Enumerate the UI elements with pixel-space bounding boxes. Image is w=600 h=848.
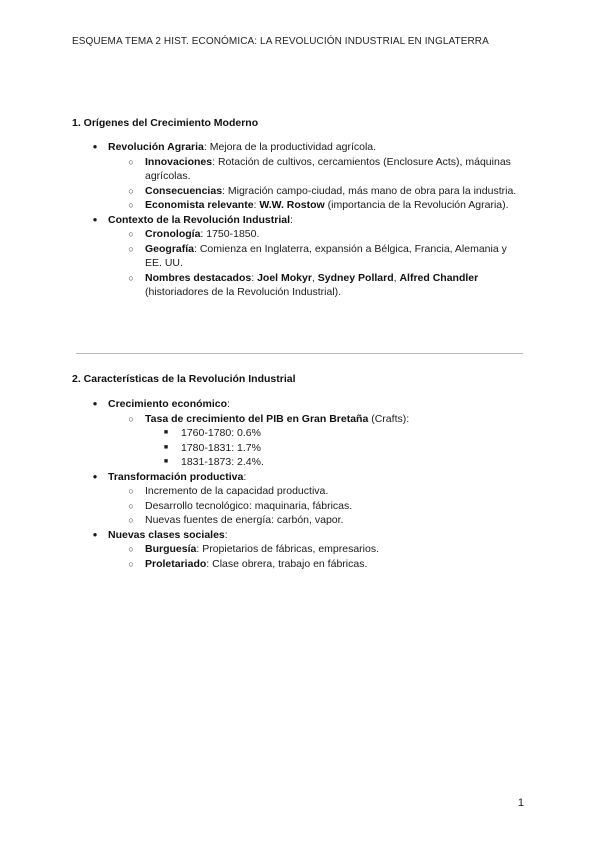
bullet-circle-icon: ○ bbox=[128, 229, 134, 239]
bullet-circle-icon: ○ bbox=[128, 200, 134, 210]
section-2-list bbox=[0, 397, 600, 571]
list-item-nombres: ○ Nombres destacados: Joel Mokyr, Sydney Pollard, Alfred Chandler (historiadores de la Revolución Industrial). bbox=[0, 271, 600, 300]
list-item-clases: ● Nuevas clases sociales: bbox=[0, 528, 600, 543]
list-item-cronologia: ○ Cronología: 1750-1850. bbox=[0, 227, 600, 242]
bullet-circle-icon: ○ bbox=[128, 413, 134, 424]
document-header: ESQUEMA TEMA 2 HIST. ECONÓMICA: LA REVOLUCIÓN INDUSTRIAL EN INGLATERRA bbox=[72, 36, 489, 47]
list-item-pib-1760: ■ 1760-1780: 0.6% bbox=[0, 426, 600, 441]
list-item-consecuencias: ○ Consecuencias: Migración campo-ciudad, más mano de obra para la industria. bbox=[0, 184, 600, 199]
list-item-geografia: ○ Geografía: Comienza en Inglaterra, expansión a Bélgica, Francia, Alemania y EE. UU. bbox=[0, 242, 600, 271]
list-item-contexto: ● Contexto de la Revolución Industrial: bbox=[0, 213, 600, 228]
list-item-incremento: ○ Incremento de la capacidad productiva. bbox=[0, 484, 600, 499]
section-1-list bbox=[0, 140, 600, 300]
bullet-circle-icon: ○ bbox=[128, 243, 134, 254]
bullet-circle-icon: ○ bbox=[128, 558, 134, 569]
list-item-economista: ○ Economista relevante: W.W. Rostow (importancia de la Revolución Agraria). bbox=[0, 198, 600, 213]
bullet-disc-icon: ● bbox=[92, 471, 98, 481]
bullet-disc-icon: ● bbox=[92, 399, 98, 408]
section-title-caracteristicas: 2. Características de la Revolución Industrial bbox=[72, 373, 296, 385]
list-item-proletariado: ○ Proletariado: Clase obrera, trabajo en fábricas. bbox=[0, 557, 600, 572]
section-title-origins: 1. Orígenes del Crecimiento Moderno bbox=[72, 117, 259, 129]
bullet-square-icon: ■ bbox=[163, 458, 169, 465]
list-item-fuentes: ○ Nuevas fuentes de energía: carbón, vapor. bbox=[0, 513, 600, 528]
list-item-innovaciones: ○ Innovaciones: Rotación de cultivos, cercamientos (Enclosure Acts), máquinas agrícolas. bbox=[0, 155, 600, 184]
list-item-transformacion: ● Transformación productiva: bbox=[0, 470, 600, 485]
list-item-pib-1780: ■ 1780-1831: 1.7% bbox=[0, 441, 600, 456]
bullet-circle-icon: ○ bbox=[128, 544, 134, 554]
list-item-desarrollo: ○ Desarrollo tecnológico: maquinaria, fábricas. bbox=[0, 499, 600, 514]
bullet-square-icon: ■ bbox=[163, 443, 169, 451]
bullet-circle-icon: ○ bbox=[128, 515, 134, 525]
bullet-circle-icon: ○ bbox=[128, 272, 134, 283]
list-item-pib-1831: ■ 1831-1873: 2.4%. bbox=[0, 455, 600, 470]
bullet-circle-icon: ○ bbox=[128, 500, 134, 511]
bullet-square-icon: ■ bbox=[163, 429, 169, 436]
list-item-burguesia: ○ Burguesía: Propietarios de fábricas, empresarios. bbox=[0, 542, 600, 557]
bullet-disc-icon: ● bbox=[92, 529, 98, 539]
page-number: 1 bbox=[517, 797, 524, 809]
list-item-tasa-pib: ○ Tasa de crecimiento del PIB en Gran Bretaña (Crafts): bbox=[0, 412, 600, 427]
bullet-circle-icon: ○ bbox=[128, 486, 134, 496]
bullet-disc-icon: ● bbox=[92, 214, 98, 224]
bullet-circle-icon: ○ bbox=[128, 185, 134, 196]
bullet-circle-icon: ○ bbox=[128, 156, 134, 167]
list-item-crecimiento: ● Crecimiento económico: bbox=[0, 397, 600, 412]
bullet-disc-icon: ● bbox=[92, 142, 98, 151]
section-divider bbox=[76, 353, 523, 354]
list-item-revolucion-agraria: ● Revolución Agraria: Mejora de la productividad agrícola. bbox=[0, 140, 600, 155]
